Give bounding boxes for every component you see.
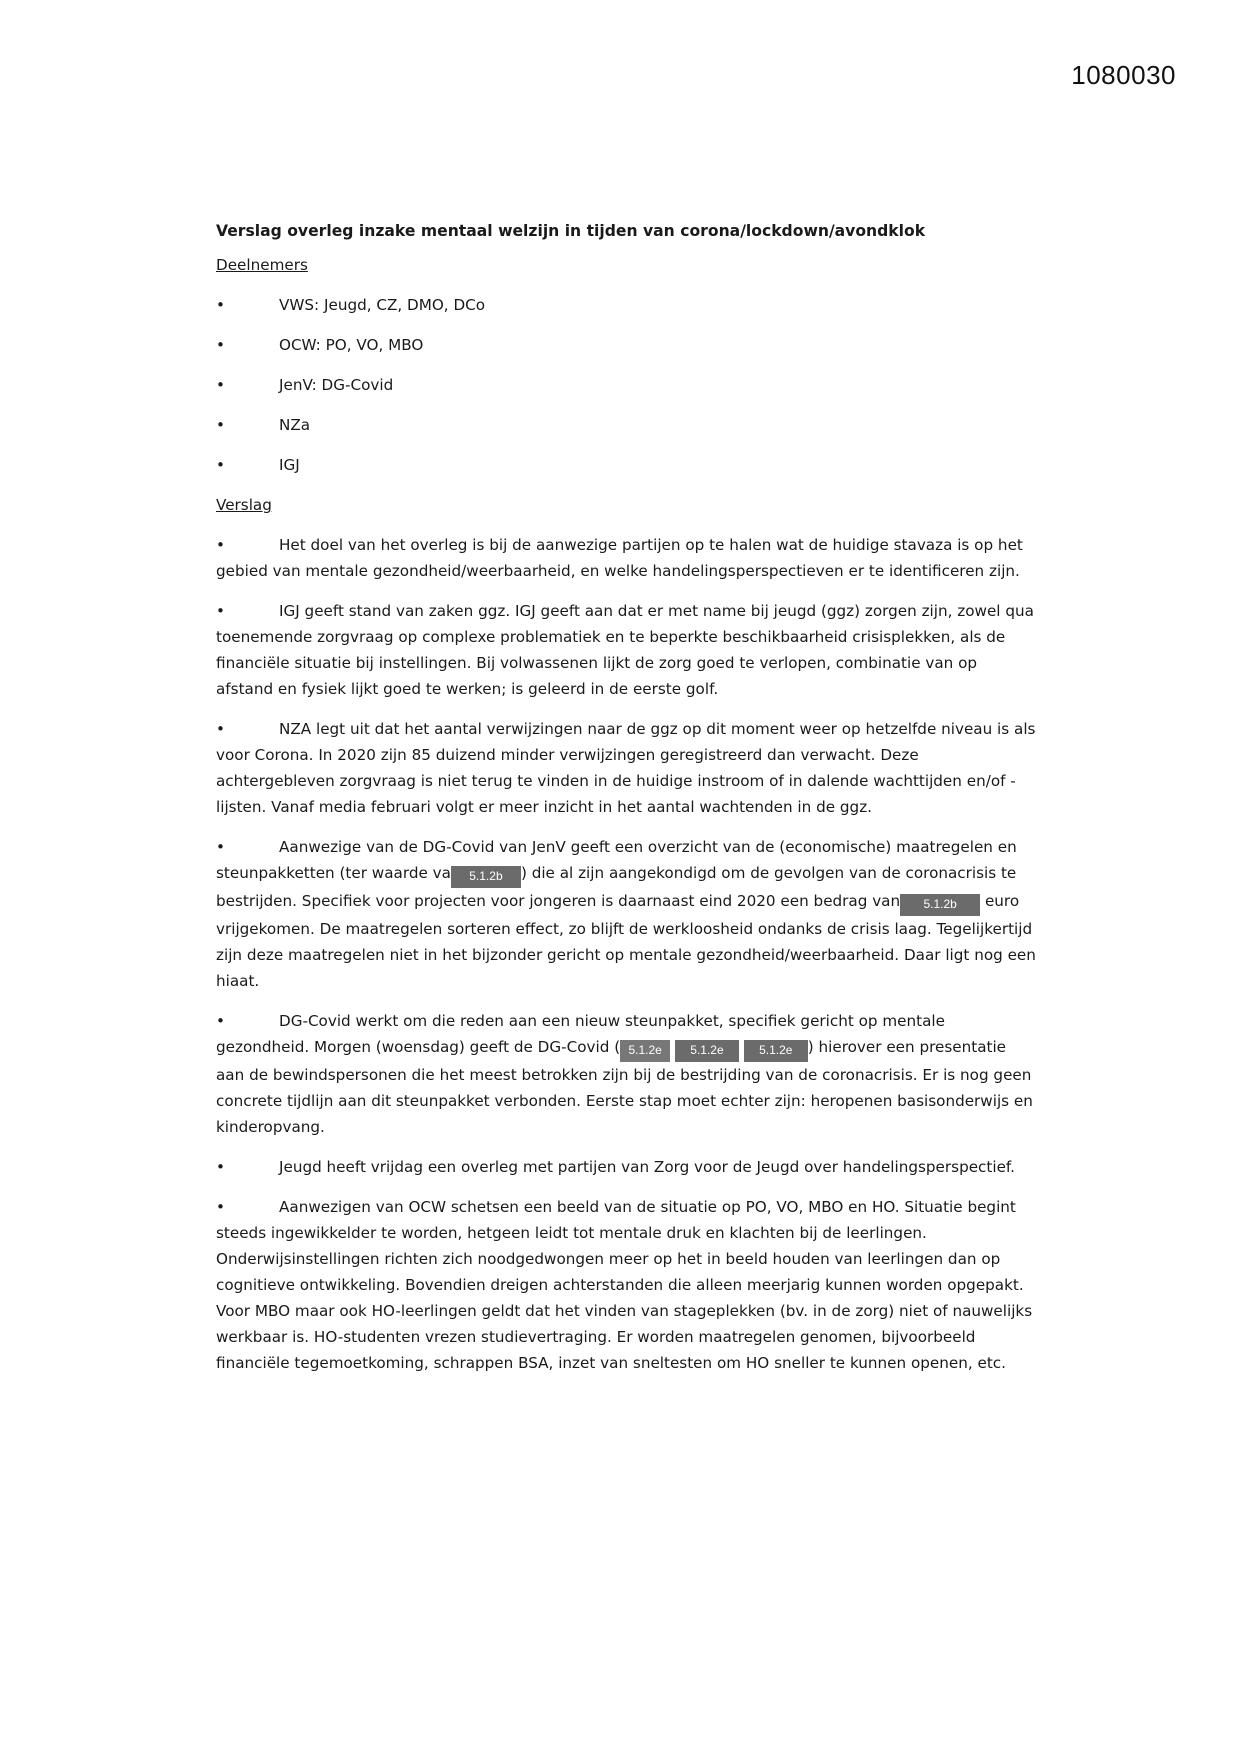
redaction-box: 5.1.2e bbox=[744, 1040, 808, 1062]
report-paragraph-youth bbox=[216, 1154, 1036, 1180]
paragraph-text: NZA legt uit dat het aantal verwijzingen naar de ggz op dit moment weer op hetzelfde niveau is als voor Corona. In 2020 zijn 85 duizend minder verwijzingen geregistreerd dan verwacht. Deze achtergebleven zorgvraag is niet terug te vinden in de huidige instroom of in dalende wachttijden en/of -lijsten. Vanaf media februari volgt er meer inzicht in het aantal wachtenden in de ggz. bbox=[216, 720, 1036, 816]
bullet-icon: • bbox=[216, 336, 225, 354]
redaction-box: 5.1.2b bbox=[451, 866, 521, 888]
paragraph-text: Het doel van het overleg is bij de aanwezige partijen op te halen wat de huidige stavaza is op het gebied van mentale gezondheid/weerbaarheid, en welke handelingsperspectieven er te identificeren zijn. bbox=[216, 536, 1023, 580]
participant-label: VWS: Jeugd, CZ, DMO, DCo bbox=[279, 296, 486, 314]
paragraph-text: euro vrijgekomen. De maatregelen sorteren effect, zo blijft de werkloosheid ondanks de crisis laag. Tegelijkertijd zijn deze maatregelen niet in het bijzonder gericht op mentale gezondheid/weerbaarheid. Daar ligt nog een hiaat. bbox=[216, 892, 1036, 990]
document-id: 1080030 bbox=[1071, 60, 1176, 90]
bullet-icon: • bbox=[216, 1158, 225, 1176]
participant-item bbox=[216, 372, 1036, 398]
report-paragraph-goal bbox=[216, 532, 1036, 584]
paragraph-text: IGJ geeft stand van zaken ggz. IGJ geeft aan dat er met name bij jeugd (ggz) zorgen zijn, zowel qua toenemende zorgvraag op complexe problematiek en te beperkte beschikbaarheid crisisplekken, als de financiële situatie bij instellingen. Bij volwassenen lijkt de zorg goed te verlopen, combinatie van op afstand en fysiek lijkt goed te werken; is geleerd in de eerste golf. bbox=[216, 602, 1034, 698]
report-paragraph-dg-covid-measures bbox=[216, 834, 1036, 994]
bullet-icon: • bbox=[216, 376, 225, 394]
paragraph-text: Aanwezigen van OCW schetsen een beeld van de situatie op PO, VO, MBO en HO. Situatie begint steeds ingewikkelder te worden, hetgeen leidt tot mentale druk en klachten bij de leerlingen. Onderwijsinstellingen richten zich noodgedwongen meer op het in beeld houden van leerlingen dan op cognitieve ontwikkeling. Bovendien dreigen achterstanden die alleen meerjarig kunnen worden opgepakt. Voor MBO maar ook HO-leerlingen geldt dat het vinden van stageplekken (bv. in de zorg) niet of nauwelijks werkbaar is. HO-studenten vrezen studievertraging. Er worden maatregelen genomen, bijvoorbeeld financiële tegemoetkoming, schrappen BSA, inzet van sneltesten om HO sneller te kunnen openen, etc. bbox=[216, 1198, 1033, 1372]
bullet-icon: • bbox=[216, 720, 225, 738]
participant-label: IGJ bbox=[279, 456, 300, 474]
bullet-icon: • bbox=[216, 456, 225, 474]
bullet-icon: • bbox=[216, 1012, 225, 1030]
participant-item bbox=[216, 292, 1036, 318]
participant-item bbox=[216, 412, 1036, 438]
paragraph-text: ) hierover een presentatie aan de bewindspersonen die het meest betrokken zijn bij de bestrijding van de coronacrisis. Er is nog geen concrete tijdlijn aan dit steunpakket verbonden. Eerste stap moet echter zijn: heropenen basisonderwijs en kinderopvang. bbox=[216, 1038, 1033, 1136]
paragraph-text: Jeugd heeft vrijdag een overleg met partijen van Zorg voor de Jeugd over handelingsperspectief. bbox=[279, 1158, 1015, 1176]
paragraph-text: Aanwezige van de DG-Covid van JenV geeft een overzicht van de (economische) maatregelen en steunpakketten (ter waarde va bbox=[216, 838, 1017, 882]
bullet-icon: • bbox=[216, 416, 225, 434]
bullet-icon: • bbox=[216, 536, 225, 554]
paragraph-text: DG-Covid werkt om die reden aan een nieuw steunpakket, specifiek gericht op mentale gezondheid. Morgen (woensdag) geeft de DG-Covid ( bbox=[216, 1012, 945, 1056]
participant-label: JenV: DG-Covid bbox=[279, 376, 394, 394]
participants-heading: Deelnemers bbox=[216, 256, 308, 274]
participant-label: NZa bbox=[279, 416, 311, 434]
document-body bbox=[216, 218, 1036, 1390]
paragraph-text: ) die al zijn aangekondigd om de gevolgen van de coronacrisis te bestrijden. Specifiek voor projecten voor jongeren is daarnaast eind 2020 een bedrag van bbox=[216, 864, 1017, 910]
report-paragraph-ocw bbox=[216, 1194, 1036, 1376]
participants-list bbox=[216, 292, 1036, 478]
bullet-icon: • bbox=[216, 602, 225, 620]
redaction-box: 5.1.2e bbox=[620, 1040, 670, 1062]
report-paragraph-igj bbox=[216, 598, 1036, 702]
bullet-icon: • bbox=[216, 838, 225, 856]
report-paragraph-dg-covid-package bbox=[216, 1008, 1036, 1140]
participant-item bbox=[216, 332, 1036, 358]
redaction-box: 5.1.2e bbox=[675, 1040, 739, 1062]
document-title: Verslag overleg inzake mentaal welzijn in tijden van corona/lockdown/avondklok bbox=[216, 222, 926, 240]
bullet-icon: • bbox=[216, 1198, 225, 1216]
participant-item bbox=[216, 452, 1036, 478]
report-heading: Verslag bbox=[216, 496, 272, 514]
bullet-icon: • bbox=[216, 296, 225, 314]
report-paragraph-nza bbox=[216, 716, 1036, 820]
participant-label: OCW: PO, VO, MBO bbox=[279, 336, 424, 354]
redaction-box: 5.1.2b bbox=[900, 894, 980, 916]
